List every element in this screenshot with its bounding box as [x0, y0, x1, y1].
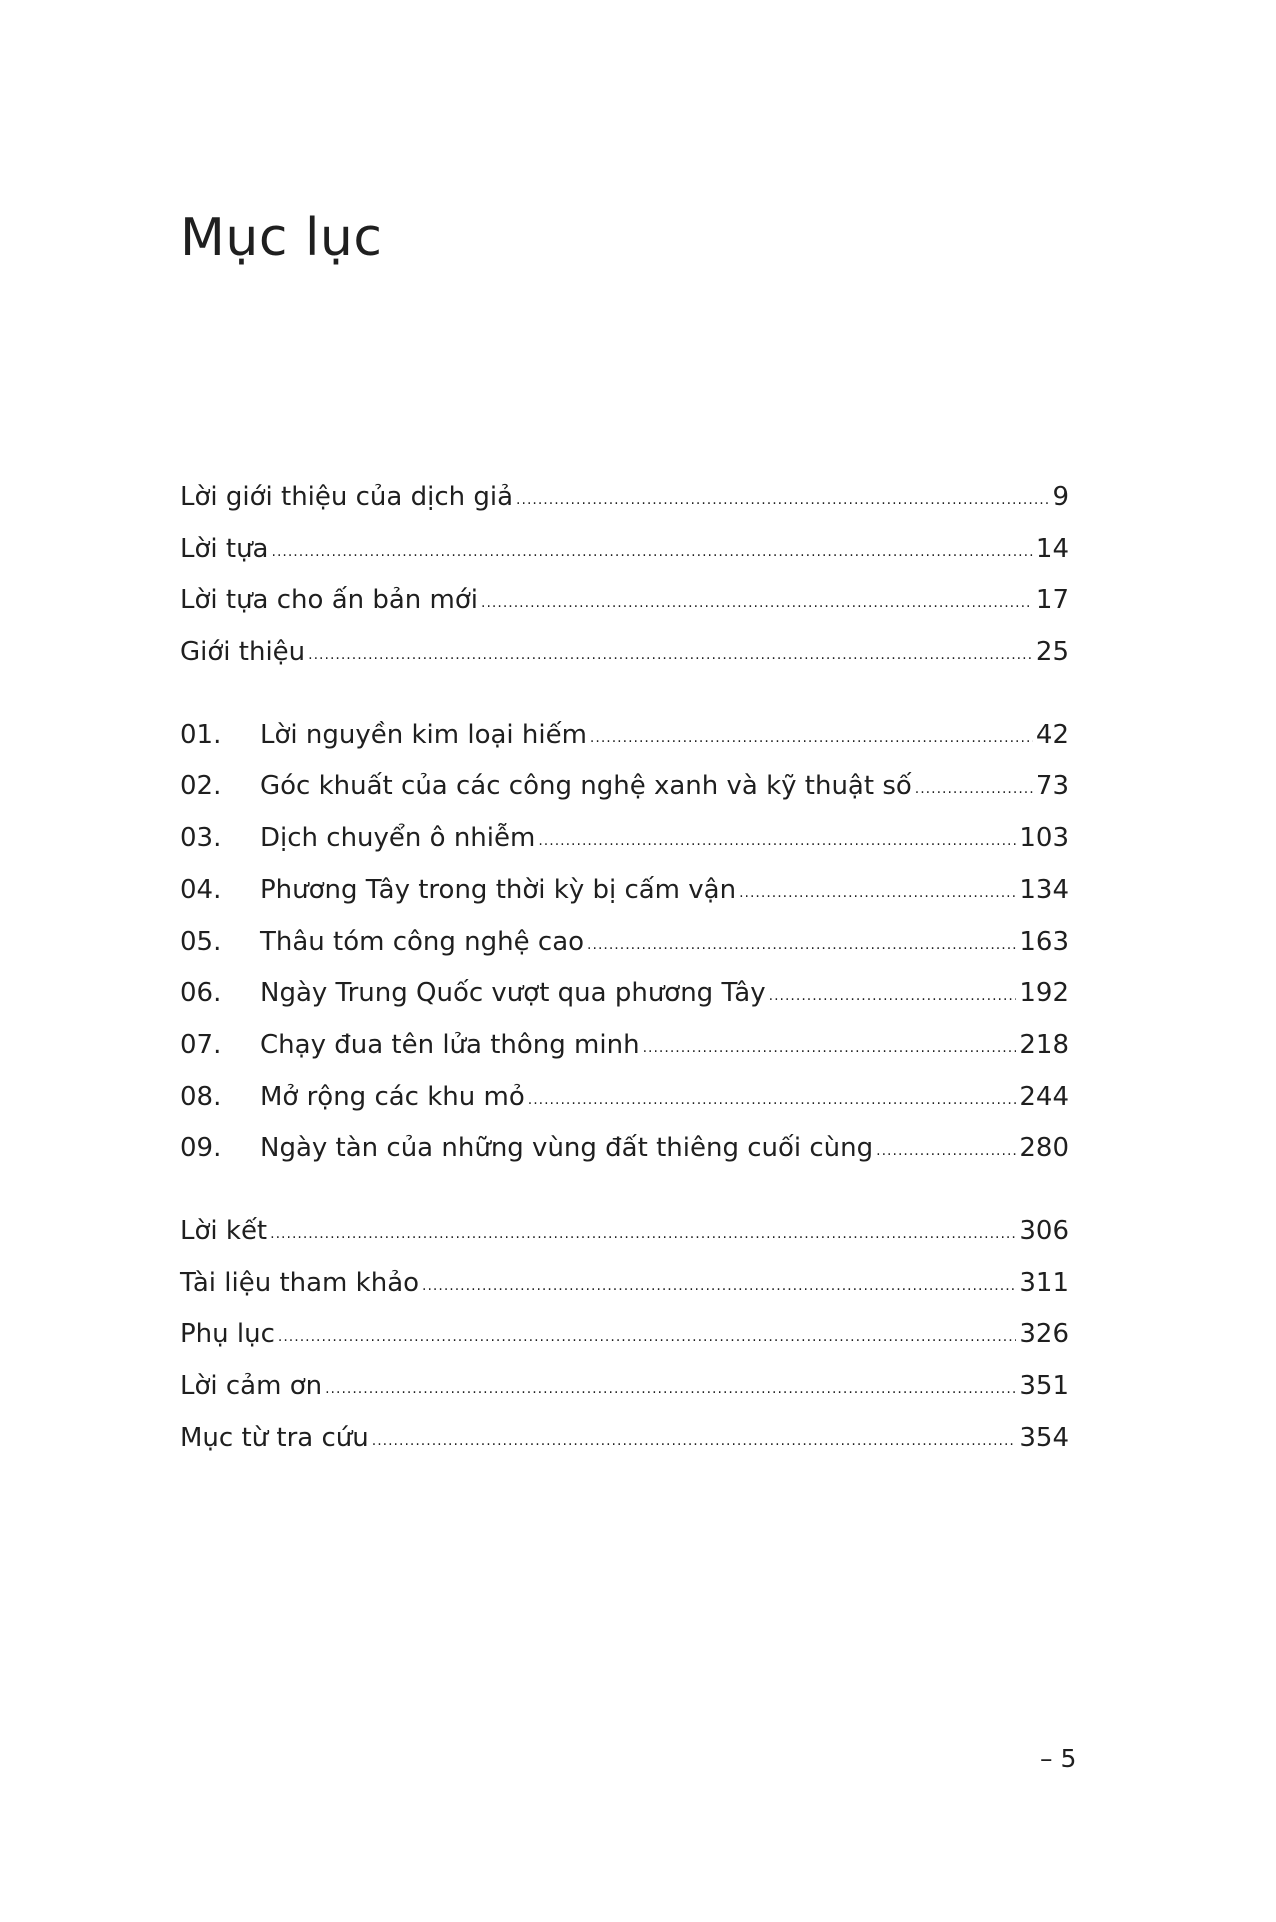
toc-entry-page: 326	[1019, 1319, 1069, 1350]
toc-chapters	[180, 710, 1069, 1175]
toc-entry[interactable]	[180, 1309, 1069, 1361]
toc-chapter-entry[interactable]	[180, 813, 1069, 865]
toc-chapter-entry[interactable]	[180, 968, 1069, 1020]
toc-entry-page: 9	[1052, 482, 1069, 512]
chapter-number: 07.	[180, 1029, 222, 1060]
table-of-contents	[180, 472, 1069, 1464]
dot-leader	[516, 475, 1049, 527]
chapter-number: 06.	[180, 978, 222, 1009]
chapter-page: 163	[1019, 926, 1069, 957]
dot-leader	[538, 816, 1016, 868]
toc-entry-page: 306	[1019, 1215, 1069, 1246]
chapter-title: Mở rộng các khu mỏ	[260, 1081, 525, 1112]
chapter-number: 04.	[180, 874, 222, 905]
toc-entry-title: Lời tựa	[180, 533, 269, 564]
chapter-page: 42	[1035, 719, 1069, 750]
dot-leader	[272, 527, 1033, 579]
toc-chapter-entry[interactable]	[180, 1123, 1069, 1175]
chapter-page: 218	[1019, 1029, 1069, 1060]
dot-leader	[587, 920, 1016, 972]
toc-back-matter	[180, 1206, 1069, 1464]
chapter-number: 08.	[180, 1081, 222, 1112]
toc-entry-page: 17	[1035, 585, 1069, 616]
chapter-number: 01.	[180, 719, 222, 750]
dot-leader	[372, 1416, 1017, 1468]
chapter-page: 280	[1019, 1133, 1069, 1164]
chapter-title: Dịch chuyển ô nhiễm	[260, 823, 536, 854]
toc-entry[interactable]	[180, 524, 1069, 576]
dot-leader	[278, 1312, 1016, 1364]
page-title: Mục lục	[180, 208, 383, 268]
toc-entry[interactable]	[180, 575, 1069, 627]
toc-entry-title: Mục từ tra cứu	[180, 1422, 369, 1453]
toc-chapter-entry[interactable]	[180, 865, 1069, 917]
dot-leader	[915, 764, 1033, 816]
toc-front-matter	[180, 472, 1069, 679]
chapter-title: Ngày tàn của những vùng đất thiêng cuối cùng	[260, 1133, 874, 1164]
toc-entry-page: 311	[1019, 1267, 1069, 1298]
toc-entry[interactable]	[180, 1361, 1069, 1413]
chapter-page: 244	[1019, 1081, 1069, 1112]
toc-entry-page: 354	[1019, 1422, 1069, 1453]
dot-leader	[270, 1209, 1016, 1261]
dot-leader	[769, 971, 1017, 1023]
toc-chapter-entry[interactable]	[180, 710, 1069, 762]
toc-entry-title: Lời giới thiệu của dịch giả	[180, 482, 514, 512]
section-spacer	[180, 1175, 1069, 1206]
toc-entry-title: Phụ lục	[180, 1319, 275, 1350]
toc-entry[interactable]	[180, 1206, 1069, 1258]
chapter-title: Thâu tóm công nghệ cao	[260, 926, 585, 957]
toc-entry[interactable]	[180, 1413, 1069, 1465]
toc-entry[interactable]	[180, 627, 1069, 679]
dot-leader	[528, 1075, 1017, 1127]
toc-entry-title: Lời kết	[180, 1215, 268, 1246]
toc-entry-page: 14	[1035, 533, 1069, 564]
chapter-page: 134	[1019, 874, 1069, 905]
section-spacer	[180, 679, 1069, 710]
toc-entry-title: Lời cảm ơn	[180, 1371, 323, 1401]
page-number: – 5	[1040, 1744, 1077, 1773]
chapter-page: 192	[1019, 978, 1069, 1009]
chapter-number: 09.	[180, 1133, 222, 1164]
dot-leader	[739, 868, 1016, 920]
chapter-number: 05.	[180, 926, 222, 957]
chapter-number: 02.	[180, 771, 222, 802]
chapter-number: 03.	[180, 823, 222, 854]
dot-leader	[876, 1126, 1016, 1178]
chapter-title: Chạy đua tên lửa thông minh	[260, 1029, 640, 1060]
dot-leader	[308, 630, 1033, 682]
toc-entry[interactable]	[180, 1258, 1069, 1310]
dot-leader	[325, 1364, 1016, 1416]
dot-leader	[590, 713, 1033, 765]
chapter-title: Góc khuất của các công nghệ xanh và kỹ thuật số	[260, 771, 912, 802]
toc-chapter-entry[interactable]	[180, 917, 1069, 969]
chapter-page: 103	[1019, 823, 1069, 854]
toc-chapter-entry[interactable]	[180, 1020, 1069, 1072]
chapter-title: Lời nguyền kim loại hiếm	[260, 719, 587, 750]
dot-leader	[481, 578, 1033, 630]
chapter-title: Ngày Trung Quốc vượt qua phương Tây	[260, 978, 766, 1009]
toc-entry-title: Lời tựa cho ấn bản mới	[180, 585, 479, 616]
toc-entry-title: Giới thiệu	[180, 637, 306, 668]
chapter-title: Phương Tây trong thời kỳ bị cấm vận	[260, 874, 737, 905]
dot-leader	[422, 1261, 1016, 1313]
toc-chapter-entry[interactable]	[180, 761, 1069, 813]
dot-leader	[643, 1023, 1017, 1075]
toc-entry-page: 351	[1019, 1371, 1069, 1401]
toc-entry-page: 25	[1035, 637, 1069, 668]
toc-entry[interactable]	[180, 472, 1069, 524]
chapter-page: 73	[1035, 771, 1069, 802]
toc-entry-title: Tài liệu tham khảo	[180, 1267, 420, 1298]
toc-chapter-entry[interactable]	[180, 1072, 1069, 1124]
